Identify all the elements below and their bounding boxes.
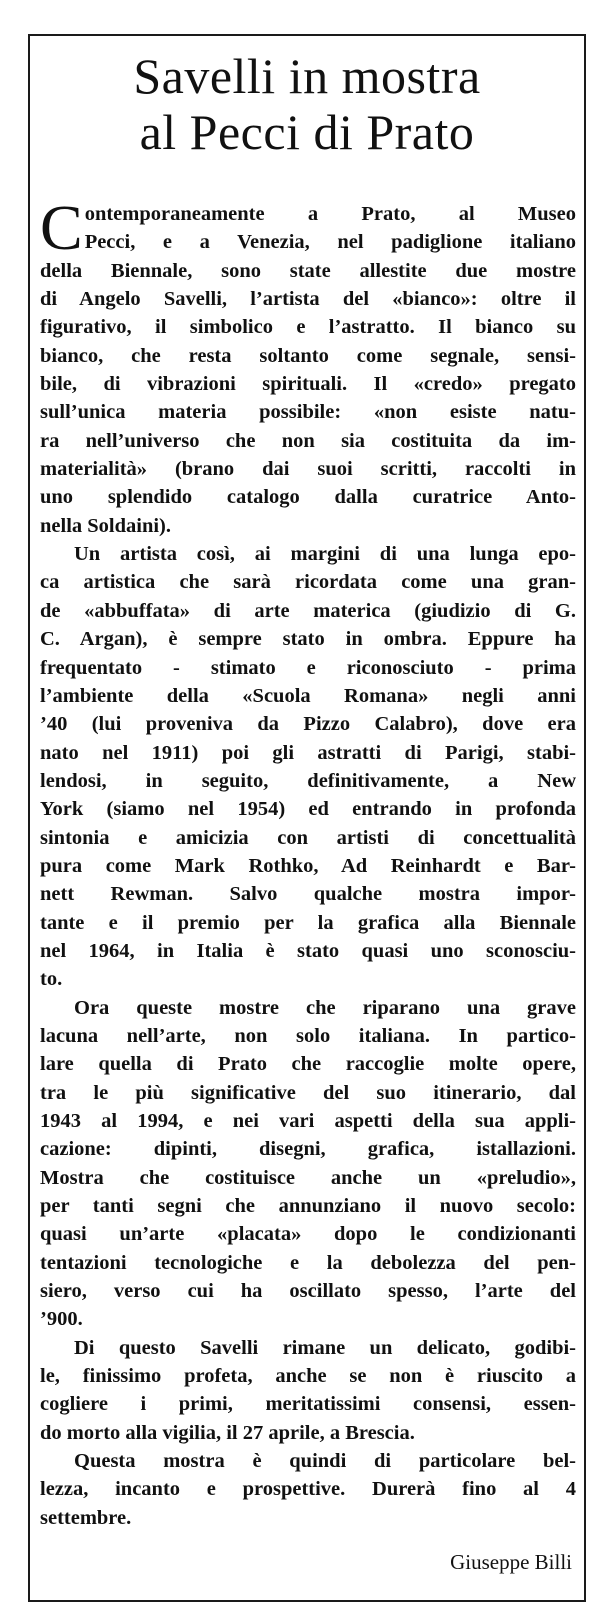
article-body: [40, 192, 576, 1532]
drop-cap: C: [40, 192, 83, 263]
text-line: materialità» (brano dai suoi scritti, raccolti in: [40, 458, 576, 481]
headline-line-2: al Pecci di Prato: [139, 104, 475, 160]
text-line: quasi un’arte «placata» dopo le condizionanti: [40, 1223, 576, 1246]
text-line: ’900.: [40, 1308, 83, 1331]
text-line: Mostra che costituisce anche un «preludio»,: [40, 1166, 576, 1189]
text-line: York (siamo nel 1954) ed entrando in profonda: [40, 798, 576, 821]
text-line: nella Soldaini).: [40, 514, 172, 537]
text-line: cazione: dipinti, disegni, grafica, istallazioni.: [40, 1138, 576, 1161]
text-line: nato nel 1911) poi gli astratti di Parigi, stabi-: [40, 741, 576, 764]
text-line: to.: [40, 968, 63, 991]
text-line: 1943 al 1994, e nei vari aspetti della sua appli-: [40, 1110, 576, 1132]
text-line: pura come Mark Rothko, Ad Reinhardt e Bar-: [40, 854, 576, 877]
text-line: nett Rewman. Salvo qualche mostra impor-: [40, 883, 576, 906]
text-line: nel 1964, in Italia è stato quasi uno sconosciu-: [40, 939, 576, 962]
text-line: le, finissimo profeta, anche se non è riuscito a: [40, 1365, 576, 1388]
text-line: per tanti segni che annunziano il nuovo secolo:: [40, 1195, 576, 1218]
text-line: settembre.: [40, 1506, 132, 1529]
headline-line-1: Savelli in mostra: [133, 48, 481, 104]
text-line: Un artista così, ai margini di una lunga epo-: [74, 543, 576, 566]
text-line: do morto alla vigilia, il 27 aprile, a Brescia.: [40, 1421, 415, 1444]
paragraph-5: [40, 1447, 576, 1532]
text-line: tante e il premio per la grafica alla Biennale: [40, 911, 576, 934]
text-line: sull’unica materia possibile: «non esiste natu-: [40, 401, 576, 424]
text-line: frequentato - stimato e riconosciuto - prima: [40, 656, 576, 679]
text-line: Ora queste mostre che riparano una grave: [74, 996, 576, 1019]
text-line: l’ambiente della «Scuola Romana» negli anni: [40, 684, 576, 707]
text-line: ra nell’universo che non sia costituita da im-: [40, 429, 576, 452]
text-line: bianco, che resta soltanto come segnale, sensi-: [40, 344, 576, 367]
paragraph-4: [40, 1334, 576, 1447]
text-line: ’40 (lui proveniva da Pizzo Calabro), dove era: [40, 713, 576, 736]
text-line: sintonia e amicizia con artisti di concettualità: [40, 826, 576, 849]
text-line: Questa mostra è quindi di particolare bel-: [74, 1450, 576, 1473]
text-line: ca artistica che sarà ricordata come una gran-: [40, 571, 576, 594]
text-line: siero, verso cui ha oscillato spesso, l’arte del: [40, 1280, 576, 1303]
text-line: Di questo Savelli rimane un delicato, godibi-: [74, 1336, 576, 1359]
author-byline: Giuseppe Billi: [450, 1550, 572, 1574]
text-line: bile, di vibrazioni spirituali. Il «credo» pregato: [40, 373, 576, 396]
text-line: tentazioni tecnologiche e la debolezza del pen-: [40, 1251, 576, 1274]
paragraph-3: [40, 994, 576, 1334]
text-line: tra le più significative del suo itinerario, dal: [40, 1081, 576, 1104]
text-line: cogliere i primi, meritatissimi consensi, essen-: [40, 1393, 576, 1416]
text-line: Pecci, e a Venezia, nel padiglione italiano: [84, 231, 576, 254]
text-line: de «abbuffata» di arte materica (giudizio di G.: [40, 599, 576, 622]
paragraph-1: [40, 192, 576, 540]
text-line: lare quella di Prato che raccoglie molte opere,: [40, 1053, 576, 1076]
text-line: ontemporaneamente a Prato, al Museo: [84, 203, 576, 225]
text-line: lendosi, in seguito, definitivamente, a New: [40, 769, 576, 792]
text-line: lacuna nell’arte, non solo italiana. In partico-: [40, 1024, 576, 1047]
headline: [28, 48, 586, 160]
text-line: figurativo, il simbolico e l’astratto. Il bianco su: [40, 316, 576, 339]
text-line: della Biennale, sono state allestite due mostre: [40, 259, 576, 282]
text-line: lezza, incanto e prospettive. Durerà fino al 4: [40, 1478, 576, 1501]
text-line: C. Argan), è sempre stato in ombra. Eppure ha: [40, 628, 576, 651]
text-line: uno splendido catalogo dalla curatrice Anto-: [40, 486, 576, 509]
text-line: di Angelo Savelli, l’artista del «bianco»: oltre il: [40, 288, 576, 311]
paragraph-2: [40, 540, 576, 994]
